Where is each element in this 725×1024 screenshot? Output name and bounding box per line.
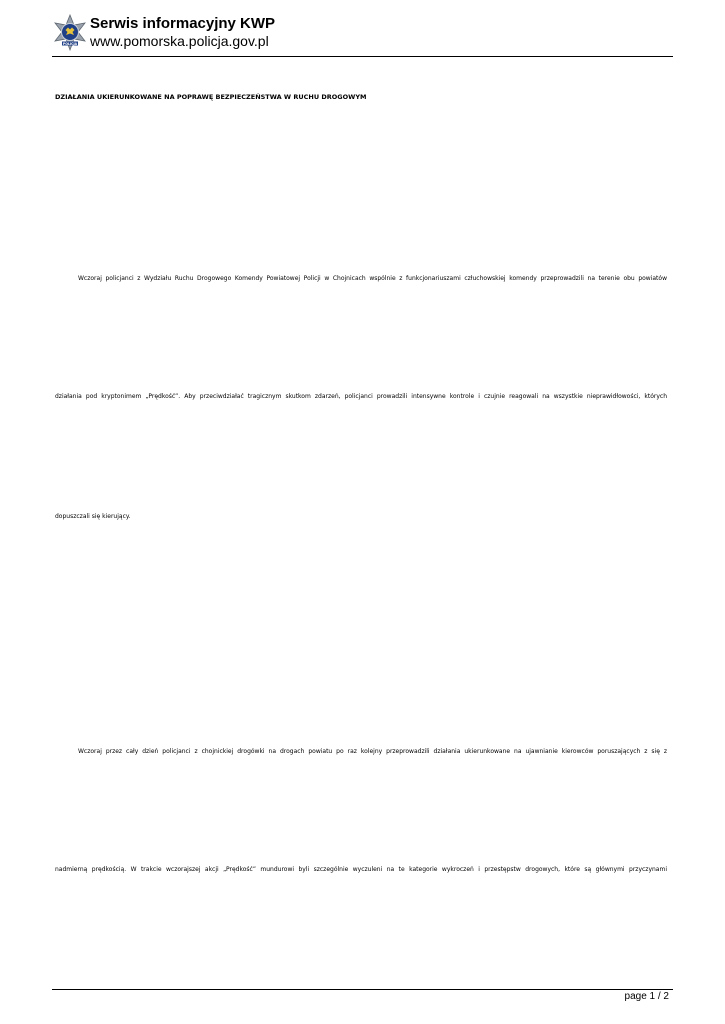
paragraph-line: dopuszczali się kierujący. (55, 513, 131, 520)
paragraph-line: działania pod kryptonimem „Prędkość”. Aby przeciwdziałać tragicznym skutkom zdarzeń, policjanci prowadzili intensywne kontrole i czujnie reagowali na wszystkie nieprawidłowości, których (55, 393, 667, 400)
page-number: page 1 / 2 (624, 991, 669, 1002)
paragraph-line: Wczoraj policjanci z Wydziału Ruchu Drogowego Komendy Powiatowej Policji w Chojnicach wspólnie z funkcjonariuszami człuchowskiej komendy przeprowadzili na terenie obu powiatów (78, 275, 667, 282)
site-title: Serwis informacyjny KWP (90, 15, 276, 32)
site-url: www.pomorska.policja.gov.pl (90, 33, 269, 49)
article-heading: DZIAŁANIA UKIERUNKOWANE NA POPRAWĘ BEZPIECZEŃSTWA W RUCHU DROGOWYM (55, 93, 367, 101)
header-divider (52, 56, 673, 57)
paragraph-line: nadmierną prędkością. W trakcie wczorajszej akcji „Prędkość” mundurowi byli szczególnie wyczuleni na te kategorie wykroczeń i przestępstw drogowych, które są głównymi przyczynami (55, 866, 667, 873)
paragraph-line: Wczoraj przez cały dzień policjanci z chojnickiej drogówki na drogach powiatu po raz kolejny przeprowadzili działania ukierunkowane na ujawnianie kierowców poruszających z się z (78, 748, 667, 755)
police-star-badge-icon (52, 14, 88, 52)
logo-text: POLICJA (62, 41, 78, 46)
footer-divider (52, 989, 673, 990)
